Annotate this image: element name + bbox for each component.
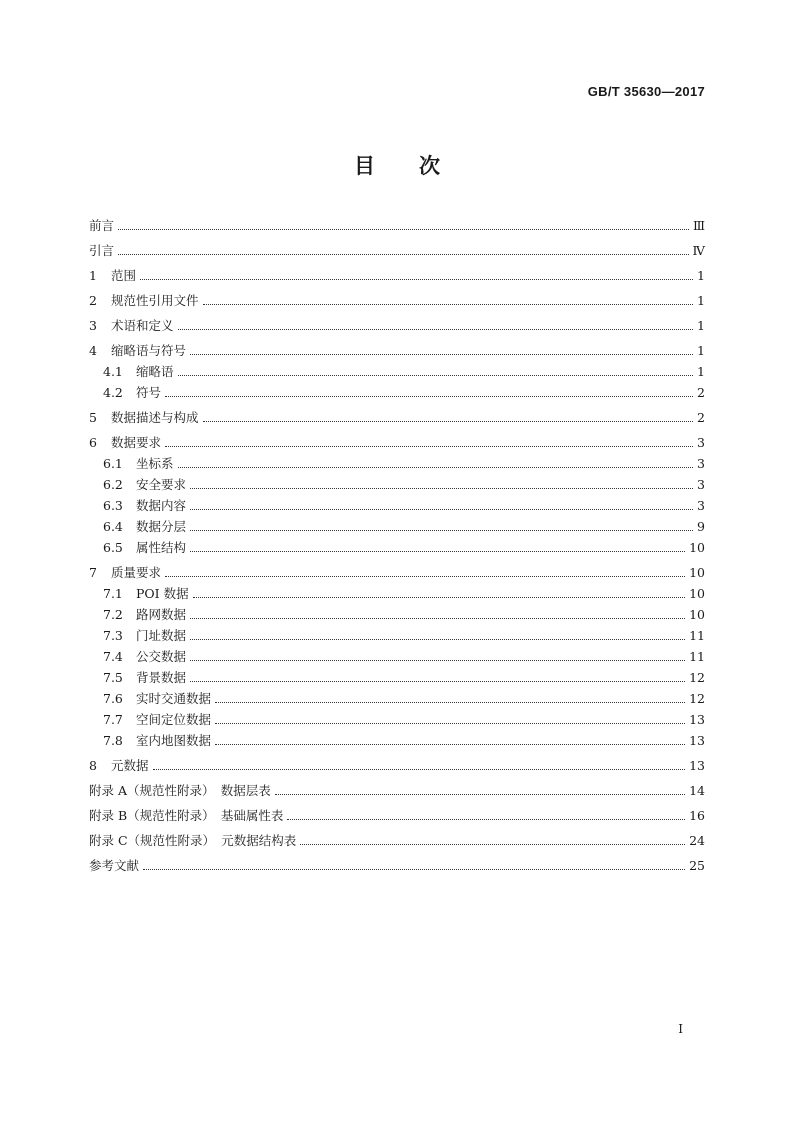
toc-leader-dots — [190, 530, 693, 531]
toc-entry-label: 质量要求 — [111, 565, 162, 580]
toc-entry[interactable] — [89, 691, 705, 707]
toc-leader-dots — [178, 467, 693, 468]
standard-code: GB/T 35630—2017 — [587, 84, 705, 99]
toc-entry-label: 坐标系 — [136, 456, 174, 471]
toc-entry[interactable] — [89, 293, 705, 309]
toc-entry-page: 9 — [697, 519, 705, 534]
toc-entry[interactable] — [89, 318, 705, 334]
toc-entry[interactable] — [89, 628, 705, 644]
toc-entry[interactable] — [89, 435, 705, 451]
toc-leader-dots — [178, 375, 693, 376]
toc-leader-dots — [143, 869, 685, 870]
toc-entry-label: 数据分层 — [136, 519, 187, 534]
toc-entry[interactable] — [89, 243, 705, 259]
toc-entry-label: 背景数据 — [136, 670, 187, 685]
toc-entry-label: 参考文献 — [89, 858, 140, 873]
toc-leader-dots — [190, 354, 693, 355]
toc-entry-label: 公交数据 — [136, 649, 187, 664]
toc-entry-page: 3 — [697, 498, 705, 513]
toc-leader-dots — [215, 744, 685, 745]
toc-entry[interactable] — [89, 808, 705, 824]
toc-entry-page: 25 — [689, 858, 705, 873]
page-number: Ⅰ — [678, 1022, 683, 1036]
title-char-2: 次 — [419, 154, 440, 178]
toc-entry-page: Ⅲ — [692, 218, 705, 233]
toc-entry-page: 14 — [689, 783, 705, 798]
toc-entry-label: 空间定位数据 — [136, 712, 212, 727]
toc-entry-label: 数据描述与构成 — [111, 410, 199, 425]
toc-leader-dots — [193, 597, 686, 598]
toc-leader-dots — [190, 660, 685, 661]
toc-entry-label: POI 数据 — [136, 586, 189, 601]
toc-entry-number: 2 — [89, 293, 97, 308]
toc-entry[interactable] — [89, 540, 705, 556]
toc-entry-number: 6.3 — [103, 498, 123, 513]
toc-entry-label: 符号 — [136, 385, 162, 400]
toc-leader-dots — [287, 819, 685, 820]
toc-entry-page: 13 — [689, 758, 705, 773]
toc-entry-label: 术语和定义 — [111, 318, 174, 333]
toc-entry-page: 11 — [689, 649, 705, 664]
toc-entry-page: 1 — [697, 268, 705, 283]
toc-entry-label: 附录 C（规范性附录） 元数据结构表 — [89, 833, 297, 848]
toc-leader-dots — [190, 681, 685, 682]
toc-entry-page: 3 — [697, 456, 705, 471]
toc-entry-number: 7 — [89, 565, 97, 580]
toc-entry[interactable] — [89, 519, 705, 535]
table-of-contents — [89, 218, 705, 874]
toc-entry-page: 24 — [689, 833, 705, 848]
toc-entry-page: 1 — [697, 293, 705, 308]
toc-entry-number: 1 — [89, 268, 97, 283]
toc-entry-number: 7.6 — [103, 691, 123, 706]
toc-entry-number: 7.8 — [103, 733, 123, 748]
toc-entry-label: 数据要求 — [111, 435, 162, 450]
toc-entry-number: 4.2 — [103, 385, 123, 400]
title-char-1: 目 — [354, 154, 375, 178]
toc-entry-page: 16 — [689, 808, 705, 823]
toc-entry-page: Ⅳ — [692, 243, 705, 258]
toc-leader-dots — [190, 551, 685, 552]
toc-entry-page: 10 — [689, 586, 705, 601]
toc-entry[interactable] — [89, 565, 705, 581]
toc-entry[interactable] — [89, 218, 705, 234]
toc-entry-number: 6.4 — [103, 519, 123, 534]
toc-entry-label: 安全要求 — [136, 477, 187, 492]
toc-entry[interactable] — [89, 477, 705, 493]
toc-leader-dots — [118, 229, 689, 230]
toc-leader-dots — [190, 488, 693, 489]
toc-entry[interactable] — [89, 343, 705, 359]
toc-entry-label: 门址数据 — [136, 628, 187, 643]
toc-leader-dots — [215, 702, 685, 703]
toc-entry-label: 路网数据 — [136, 607, 187, 622]
toc-leader-dots — [215, 723, 685, 724]
toc-entry[interactable] — [89, 268, 705, 284]
toc-leader-dots — [165, 446, 693, 447]
toc-entry-page: 2 — [697, 410, 705, 425]
toc-entry[interactable] — [89, 456, 705, 472]
toc-entry[interactable] — [89, 649, 705, 665]
toc-leader-dots — [165, 576, 685, 577]
toc-entry-label: 规范性引用文件 — [111, 293, 199, 308]
toc-entry-label: 附录 B（规范性附录） 基础属性表 — [89, 808, 284, 823]
toc-entry-page: 1 — [697, 364, 705, 379]
toc-entry-page: 13 — [689, 712, 705, 727]
toc-leader-dots — [190, 509, 693, 510]
toc-entry-number: 7.3 — [103, 628, 123, 643]
toc-leader-dots — [203, 304, 693, 305]
toc-leader-dots — [190, 639, 685, 640]
toc-entry[interactable] — [89, 670, 705, 686]
toc-entry-label: 室内地图数据 — [136, 733, 212, 748]
toc-leader-dots — [118, 254, 688, 255]
toc-entry-number: 5 — [89, 410, 97, 425]
toc-entry-label: 数据内容 — [136, 498, 187, 513]
toc-entry-number: 4 — [89, 343, 97, 358]
toc-leader-dots — [190, 618, 685, 619]
toc-entry-number: 3 — [89, 318, 97, 333]
toc-entry-label: 范围 — [111, 268, 137, 283]
toc-entry-label: 属性结构 — [136, 540, 187, 555]
toc-entry-label: 前言 — [89, 218, 115, 233]
toc-entry[interactable] — [89, 385, 705, 401]
toc-entry-number: 8 — [89, 758, 97, 773]
toc-entry-number: 7.7 — [103, 712, 123, 727]
toc-leader-dots — [165, 396, 693, 397]
toc-entry-page: 1 — [697, 343, 705, 358]
toc-entry-page: 13 — [689, 733, 705, 748]
toc-entry-page: 12 — [689, 670, 705, 685]
toc-entry-page: 3 — [697, 435, 705, 450]
toc-entry-label: 缩略语 — [136, 364, 174, 379]
toc-entry[interactable] — [89, 783, 705, 799]
toc-entry-number: 7.1 — [103, 586, 123, 601]
toc-leader-dots — [275, 794, 685, 795]
toc-entry-page: 10 — [689, 540, 705, 555]
toc-entry[interactable] — [89, 712, 705, 728]
toc-entry[interactable] — [89, 410, 705, 426]
toc-entry-page: 11 — [689, 628, 705, 643]
toc-entry-label: 元数据 — [111, 758, 149, 773]
toc-entry[interactable] — [89, 758, 705, 774]
toc-leader-dots — [178, 329, 693, 330]
toc-entry[interactable] — [89, 364, 705, 380]
toc-entry-page: 2 — [697, 385, 705, 400]
toc-entry-number: 6 — [89, 435, 97, 450]
toc-leader-dots — [203, 421, 693, 422]
toc-entry-number: 7.4 — [103, 649, 123, 664]
toc-leader-dots — [153, 769, 686, 770]
toc-entry[interactable] — [89, 733, 705, 749]
toc-entry[interactable] — [89, 586, 705, 602]
toc-entry-number: 4.1 — [103, 364, 123, 379]
toc-entry-page: 3 — [697, 477, 705, 492]
toc-leader-dots — [140, 279, 693, 280]
toc-entry-label: 引言 — [89, 243, 115, 258]
toc-entry-page: 10 — [689, 607, 705, 622]
toc-entry[interactable] — [89, 607, 705, 623]
page-title — [0, 150, 794, 180]
toc-entry-label: 附录 A（规范性附录） 数据层表 — [89, 783, 271, 798]
toc-entry-page: 1 — [697, 318, 705, 333]
toc-entry-label: 实时交通数据 — [136, 691, 212, 706]
toc-entry-number: 7.5 — [103, 670, 123, 685]
toc-entry-number: 6.1 — [103, 456, 123, 471]
toc-entry-page: 10 — [689, 565, 705, 580]
toc-entry-page: 12 — [689, 691, 705, 706]
toc-entry-label: 缩略语与符号 — [111, 343, 187, 358]
toc-entry-number: 7.2 — [103, 607, 123, 622]
toc-entry-number: 6.5 — [103, 540, 123, 555]
toc-entry[interactable] — [89, 858, 705, 874]
toc-leader-dots — [300, 844, 685, 845]
toc-entry-number: 6.2 — [103, 477, 123, 492]
toc-entry[interactable] — [89, 833, 705, 849]
toc-entry[interactable] — [89, 498, 705, 514]
